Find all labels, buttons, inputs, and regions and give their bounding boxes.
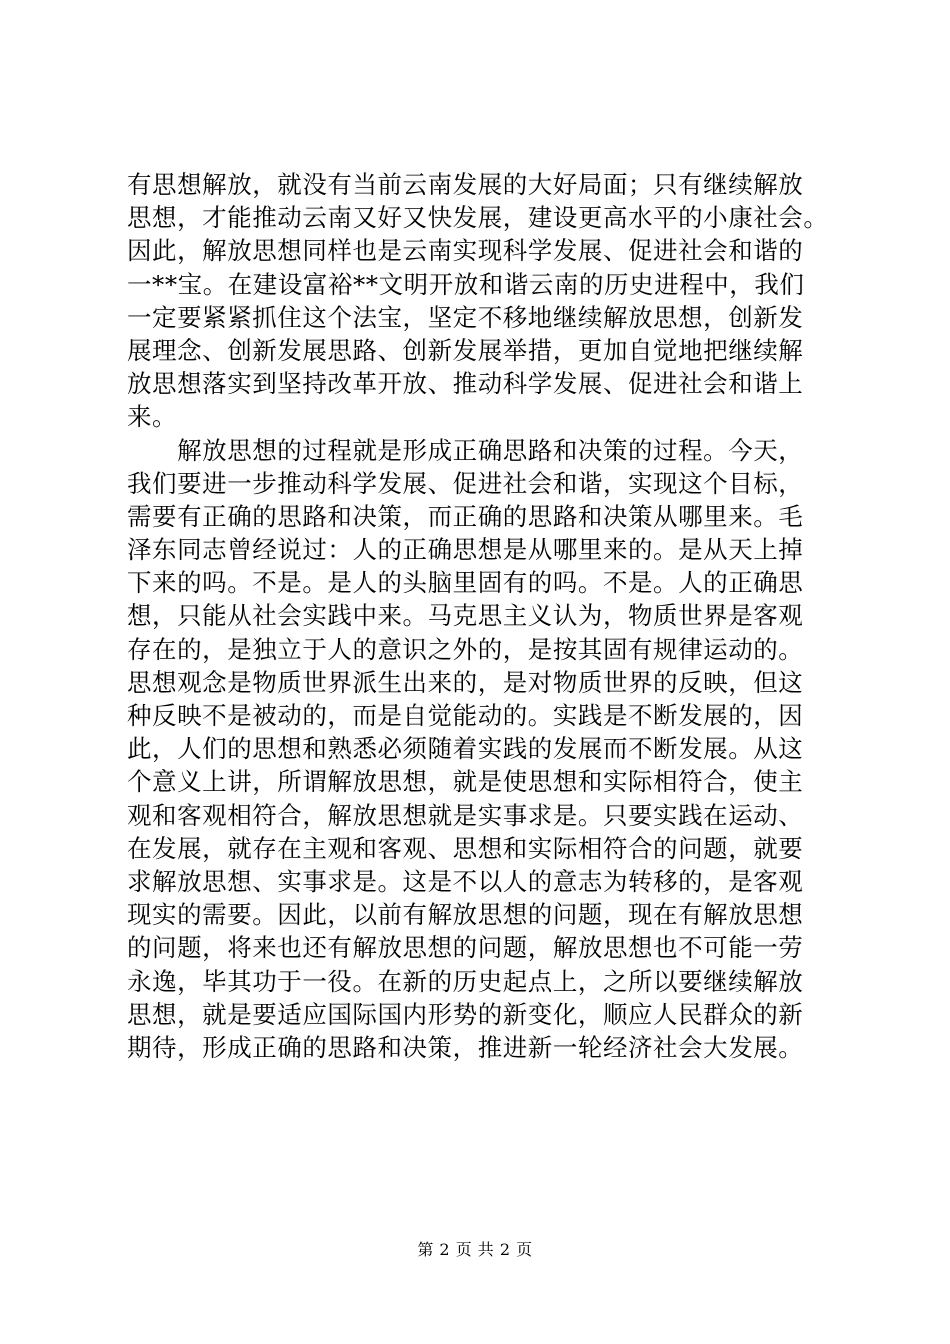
text-line: 此，人们的思想和熟悉必须随着实践的发展而不断发展。从这 <box>127 734 804 764</box>
text-line: 永逸，毕其功于一役。在新的历史起点上，之所以要继续解放 <box>127 966 804 996</box>
text-line: 思想，就是要适应国际国内形势的新变化，顺应人民群众的新 <box>127 999 804 1029</box>
text-line: 观和客观相符合，解放思想就是实事求是。只要实践在运动、 <box>127 800 804 830</box>
text-line: 思想观念是物质世界派生出来的，是对物质世界的反映，但这 <box>127 667 804 697</box>
text-line: 想，只能从社会实践中来。马克思主义认为，物质世界是客观 <box>127 601 804 631</box>
text-line: 解放思想的过程就是形成正确思路和决策的过程。今天， <box>127 435 804 465</box>
text-line: 因此，解放思想同样也是云南实现科学发展、促进社会和谐的 <box>127 236 804 266</box>
text-line: 存在的，是独立于人的意识之外的，是按其固有规律运动的。 <box>127 634 804 664</box>
page-footer <box>0 1240 950 1260</box>
text-line: 种反映不是被动的，而是自觉能动的。实践是不断发展的，因 <box>127 701 804 730</box>
text-line: 泽东同志曾经说过：人的正确思想是从哪里来的。是从天上掉 <box>127 535 804 565</box>
text-line: 需要有正确的思路和决策，而正确的思路和决策从哪里来。毛 <box>127 501 804 531</box>
text-line: 求解放思想、实事求是。这是不以人的意志为转移的，是客观 <box>127 866 804 896</box>
text-line: 下来的吗。不是。是人的头脑里固有的吗。不是。人的正确思 <box>127 568 804 598</box>
text-line: 我们要进一步推动科学发展、促进社会和谐，实现这个目标， <box>127 468 804 498</box>
text-line: 个意义上讲，所谓解放思想，就是使思想和实际相符合，使主 <box>127 767 804 797</box>
document-body <box>127 168 847 1064</box>
page-number: 第 2 页 共 2 页 <box>417 1240 533 1259</box>
text-line: 在发展，就存在主观和客观、思想和实际相符合的问题，就要 <box>127 833 804 863</box>
text-line: 一定要紧紧抓住这个法宝，坚定不移地继续解放思想，创新发 <box>127 302 804 332</box>
text-line: 一**宝。在建设富裕**文明开放和谐云南的历史进程中，我们 <box>127 269 805 299</box>
text-line: 展理念、创新发展思路、创新发展举措，更加自觉地把继续解 <box>127 335 804 365</box>
text-line: 来。 <box>127 402 178 432</box>
text-line: 放思想落实到坚持改革开放、推动科学发展、促进社会和谐上 <box>127 369 804 399</box>
text-line: 期待，形成正确的思路和决策，推进新一轮经济社会大发展。 <box>127 1032 804 1062</box>
text-line: 有思想解放，就没有当前云南发展的大好局面；只有继续解放 <box>127 170 804 199</box>
text-line: 现实的需要。因此，以前有解放思想的问题，现在有解放思想 <box>127 900 804 930</box>
text-line: 思想，才能推动云南又好又快发展，建设更高水平的小康社会。 <box>127 203 829 233</box>
text-line: 的问题，将来也还有解放思想的问题，解放思想也不可能一劳 <box>127 933 804 963</box>
